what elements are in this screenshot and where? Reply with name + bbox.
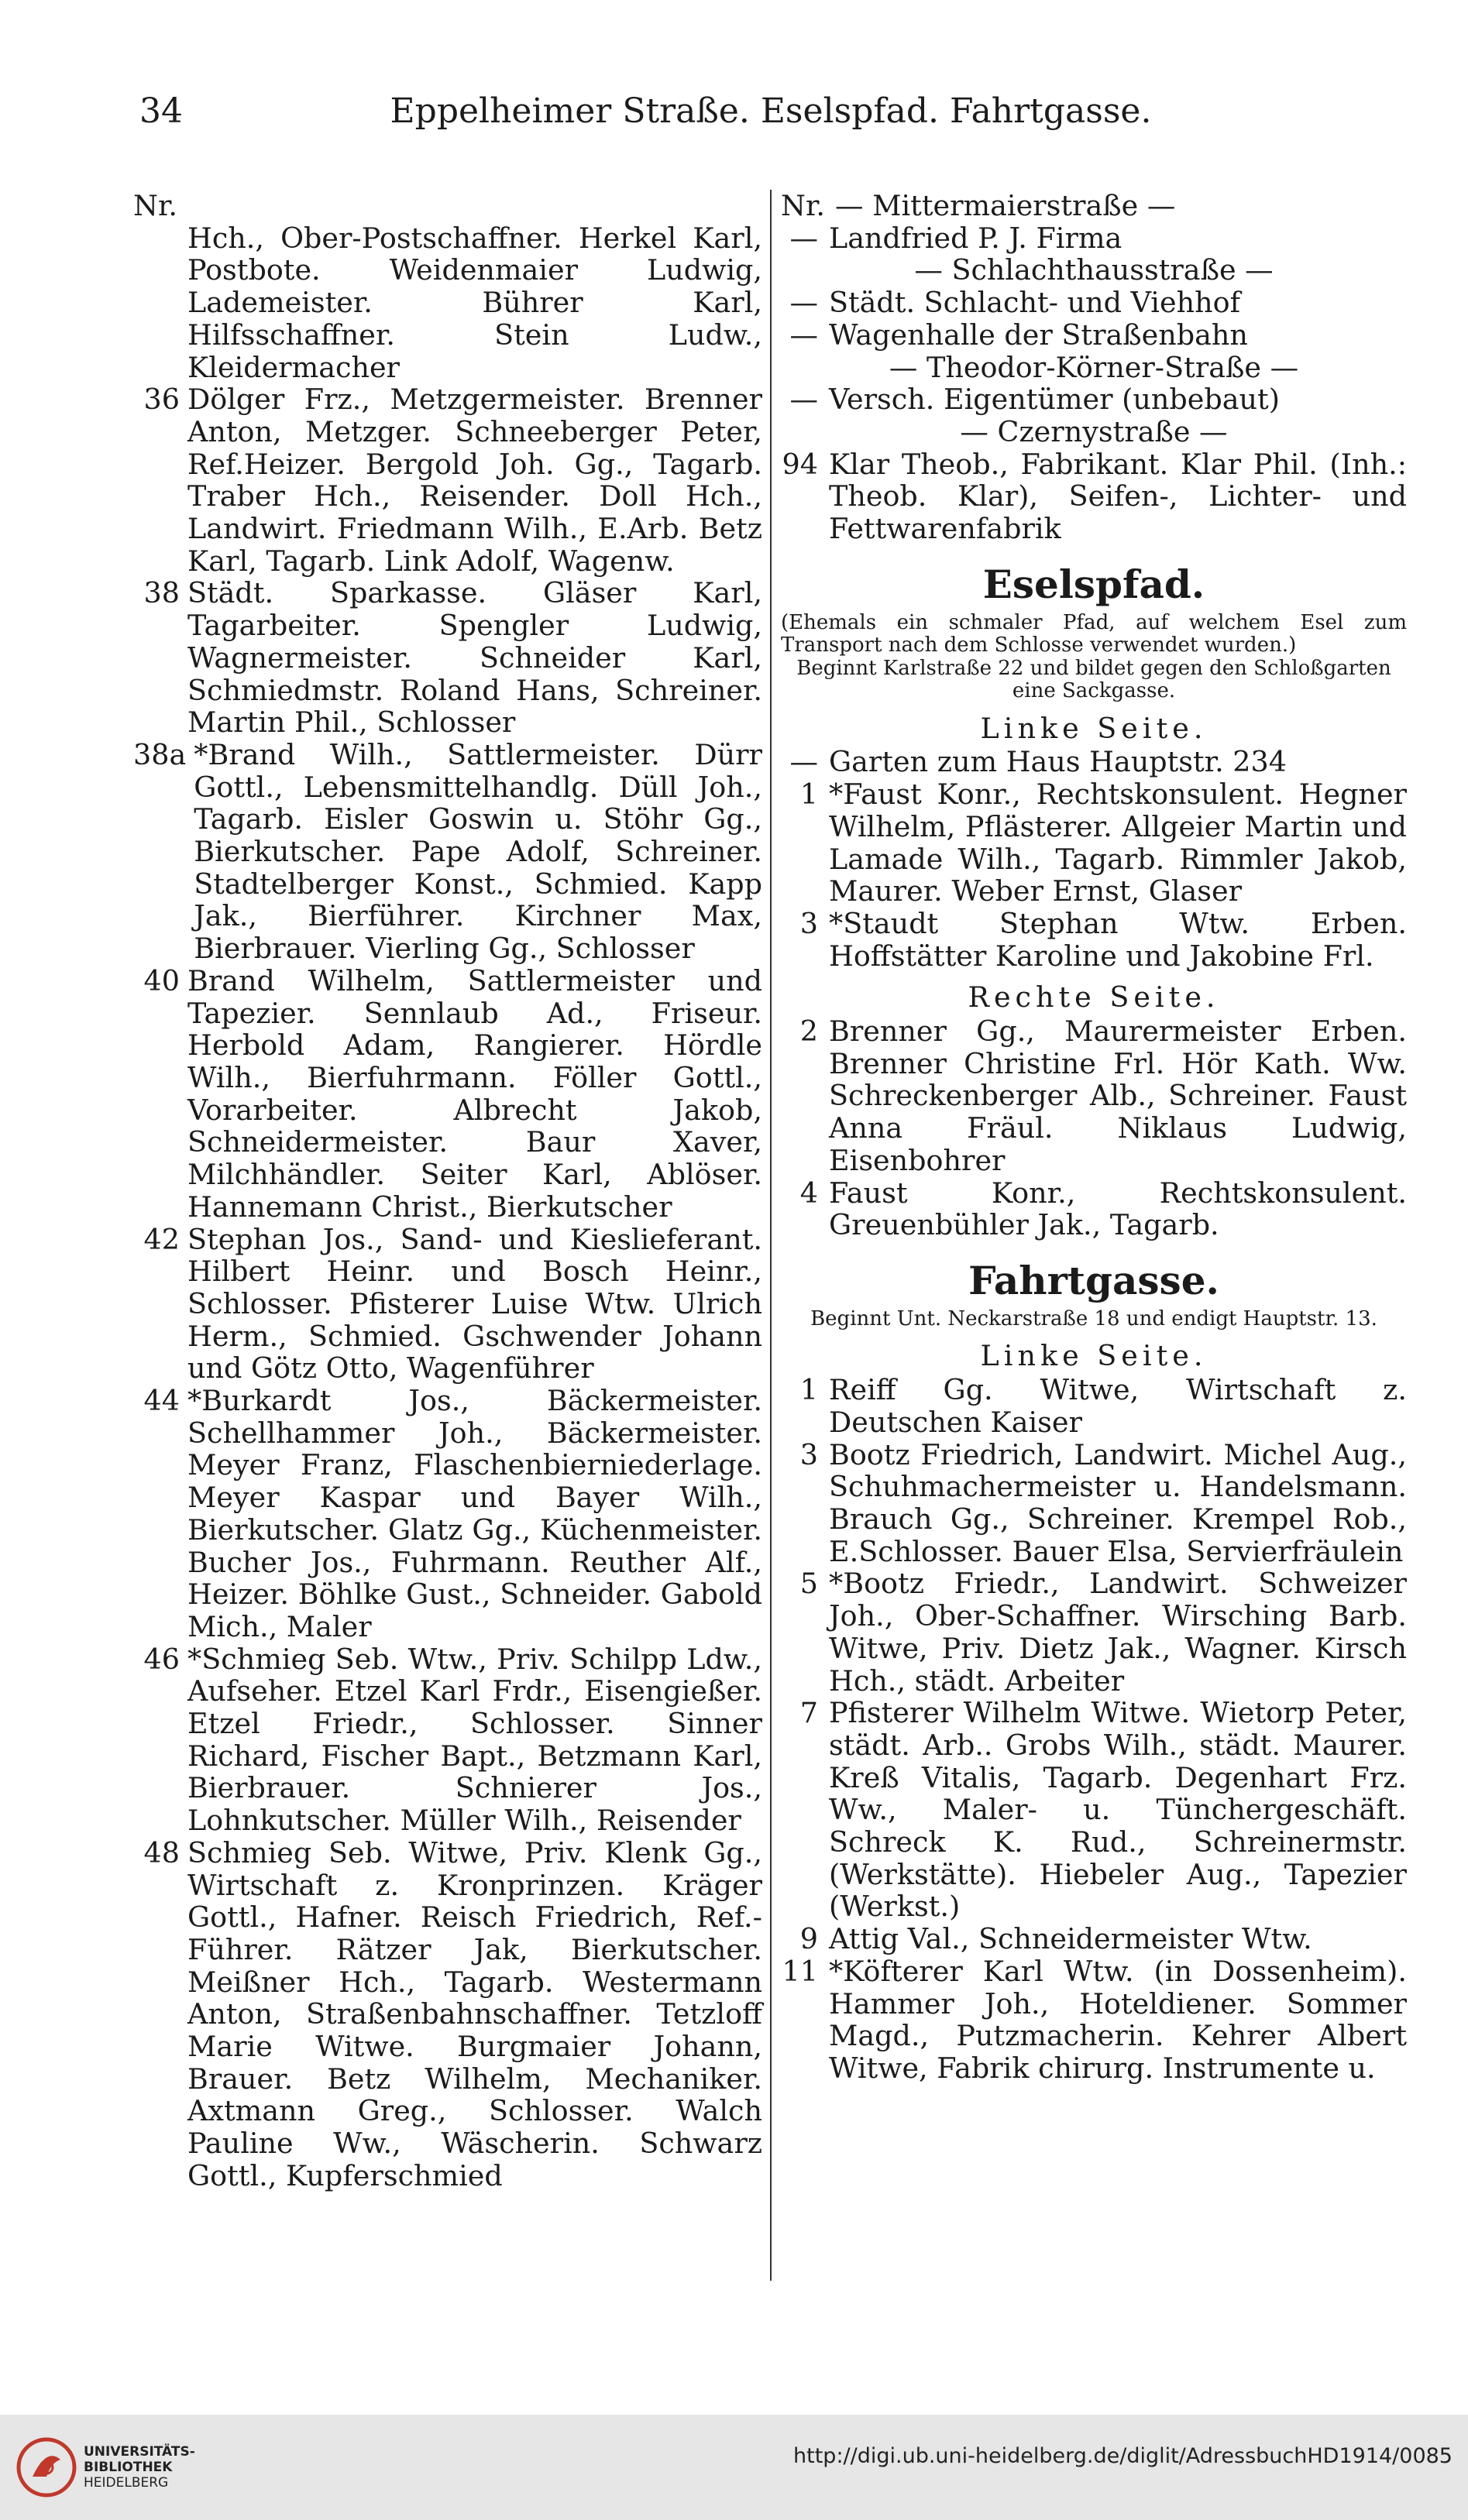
library-logo[interactable] [15, 2430, 194, 2505]
address-entry [133, 739, 762, 965]
entry-text: *Burkardt Jos., Bäckermeister. Schellhammer Joh., Bäckermeister. Meyer Franz, Flaschenbierniederlage. Meyer Kaspar und Bayer Wilh., Bierkutscher. Glatz Gg., Küchenmeister. Bucher Jos., Fuhrmann. Reuther Alf., Heizer. Böhlke Gust., Schneider. Gabold Mich., Maler [187, 1384, 762, 1643]
street-heading: Eselspfad. [982, 561, 1205, 607]
logo-line: HEIDELBERG [84, 2475, 169, 2491]
entry-text: Klar Theob., Fabrikant. Klar Phil. (Inh.: Theob. Klar), Seifen-, Lichter- und Fettwarenfabrik [829, 447, 1407, 546]
house-number: 11 [782, 1954, 818, 1988]
entry-text: Reiff Gg. Witwe, Wirtschaft z. Deutschen Kaiser [829, 1373, 1407, 1439]
entry-text: Dölger Frz., Metzgermeister. Brenner Anton, Metzger. Schneeberger Peter, Ref.Heizer. Bergold Joh. Gg., Tagarb. Traber Hch., Reisender. Doll Hch., Landwirt. Friedmann Wilh., E.Arb. Betz Karl, Tagarb. Link Adolf, Wagenw. [187, 383, 762, 578]
house-number: 44 [143, 1384, 180, 1418]
entry-text: *Köfterer Karl Wtw. (in Dossenheim). Hammer Joh., Hoteldiener. Sommer Magd., Putzmacherin. Kehrer Albert Witwe, Fabrik chirurg. Instrumente u. [829, 1954, 1407, 2085]
street-heading: Fahrtgasse. [968, 1257, 1219, 1303]
entry-text: Attig Val., Schneidermeister Wtw. [829, 1922, 1312, 1956]
entry-text: *Brand Wilh., Sattlermeister. Dürr Gottl., Lebensmittelhandlg. Düll Joh., Tagarb. Eisler Goswin u. Stöhr Gg., Bierkutscher. Pape Adolf, Schreiner. Stadtelberger Konst., Schmied. Kapp Jak., Bierführer. Kirchner Max, Bierbrauer. Vierling Gg., Schlosser [194, 737, 762, 966]
column-divider [770, 190, 772, 2281]
logo-line: UNIVERSITÄTS- [84, 2444, 195, 2460]
house-number: — [789, 286, 818, 320]
address-entry [133, 222, 762, 384]
cross-street-divider: — Theodor-Körner-Straße — [889, 350, 1299, 384]
entry-text: Brenner Gg., Maurermeister Erben. Brenner Christine Frl. Hör Kath. Ww. Schreckenberger Alb., Schreiner. Faust Anna Fräul. Niklaus Ludwig, Eisenbohrer [829, 1015, 1407, 1177]
house-number: 4 [799, 1176, 818, 1210]
house-number: Nr. [781, 189, 825, 222]
library-seal-icon [15, 2436, 77, 2498]
street-note: Beginnt Unt. Neckarstraße 18 und endigt Hauptstr. 13. [810, 1306, 1377, 1330]
address-entry [781, 1955, 1407, 2085]
house-number: 40 [143, 963, 180, 997]
address-entry [781, 222, 1407, 255]
entry-text: Stephan Jos., Sand- und Kieslieferant. Hilbert Heinr. und Bosch Heinr., Schlosser. Pfisterer Luise Wtw. Ulrich Herm., Schmied. Gschwender Johann und Götz Otto, Wagenführer [187, 1222, 762, 1385]
cross-street-divider: — Schlachthausstraße — [914, 253, 1274, 287]
library-name [84, 2444, 195, 2491]
entry-text: Versch. Eigentümer (unbebaut) [829, 383, 1280, 417]
house-number: 46 [143, 1642, 180, 1676]
street-side-label: Rechte Seite. [968, 980, 1220, 1015]
house-number: 2 [799, 1015, 818, 1049]
address-entry [133, 1224, 762, 1385]
street-side-label: Linke Seite. [980, 711, 1208, 745]
address-entry [781, 319, 1407, 352]
entry-text: *Schmieg Seb. Wtw., Priv. Schilpp Ldw., Aufseher. Etzel Karl Frdr., Eisengießer. Etzel Friedr., Schlosser. Sinner Richard, Fischer Bapt., Betzmann Karl, Bierbrauer. Schnierer Jos., Lohnkutscher. Müller Wilh., Reisender [187, 1642, 762, 1838]
address-entry [781, 383, 1407, 416]
entry-text: *Faust Konr., Rechtskonsulent. Hegner Wilhelm, Pflästerer. Allgeier Martin und Lamade Wilh., Tagarb. Rimmler Jakob, Maurer. Weber Ernst, Glaser [829, 778, 1407, 908]
address-entry [781, 1697, 1407, 1923]
entry-text: — Mittermaierstraße — [835, 189, 1176, 222]
entry-text: Landfried P. J. Firma [829, 221, 1122, 255]
footer-bar [0, 2415, 1468, 2520]
address-entry [133, 1643, 762, 1837]
address-entry [781, 778, 1407, 908]
address-entry [781, 908, 1407, 972]
entry-text: Städt. Sparkasse. Gläser Karl, Tagarbeiter. Spengler Ludwig, Wagnermeister. Schneider Karl, Schmiedmstr. Roland Hans, Schreiner. Martin Phil., Schlosser [187, 576, 762, 740]
house-number: — [789, 383, 818, 417]
address-entry [133, 1837, 762, 2192]
house-number: — [789, 318, 818, 352]
house-number: 48 [143, 1835, 180, 1869]
house-number: 7 [799, 1696, 818, 1730]
entry-text: Faust Konr., Rechtskonsulent. Greuenbühler Jak., Tagarb. [829, 1176, 1407, 1242]
street-note: Beginnt Karlstraße 22 und bildet gegen den Schloßgarten eine Sackgasse. [796, 656, 1391, 703]
address-entry [781, 448, 1407, 545]
address-entry [781, 1015, 1407, 1177]
address-entry [781, 1923, 1407, 1955]
house-number: 9 [799, 1922, 818, 1956]
entry-text: Bootz Friedrich, Landwirt. Michel Aug., Schuhmachermeister u. Handelsmann. Brauch Gg., Schreiner. Krempel Rob., E.Schlosser. Bauer Elsa, Servierfräulein [829, 1437, 1407, 1568]
entry-text: Städt. Schlacht- und Viehhof [829, 286, 1241, 320]
running-title: Eppelheimer Straße. Eselspfad. Fahrtgasse. [390, 91, 1152, 131]
page-number: 34 [139, 91, 183, 131]
left-column [133, 190, 762, 2192]
address-entry [781, 1177, 1407, 1241]
house-number: 36 [143, 383, 180, 417]
house-number: 3 [799, 1437, 818, 1471]
house-number [133, 222, 187, 384]
entry-text: Brand Wilhelm, Sattlermeister und Tapezier. Sennlaub Ad., Friseur. Herbold Adam, Rangierer. Hördle Wilh., Bierfuhrmann. Föller Gottl., Vorarbeiter. Albrecht Jakob, Schneidermeister. Baur Xaver, Milchhändler. Seiter Karl, Ablöser. Hannemann Christ., Bierkutscher [187, 963, 762, 1224]
address-entry [781, 1374, 1407, 1438]
street-note: (Ehemals ein schmaler Pfad, auf welchem Esel zum Transport nach dem Schlosse verwendet wurden.) [781, 610, 1407, 657]
entry-text: Schmieg Seb. Witwe, Priv. Klenk Gg., Wirtschaft z. Kronprinzen. Kräger Gottl., Hafner. Reisch Friedrich, Ref.-Führer. Rätzer Jak, Bierkutscher. Meißner Hch., Tagarb. Westermann Anton, Straßenbahnschaffner. Tetzloff Marie Witwe. Burgmaier Johann, Brauer. Betz Wilhelm, Mechaniker. Axtmann Greg., Schlosser. Walch Pauline Ww., Wäscherin. Schwarz Gottl., Kupferschmied [187, 1835, 762, 2192]
address-entry [781, 287, 1407, 319]
entry-text: Wagenhalle der Straßenbahn [829, 318, 1248, 352]
entry-text: *Bootz Friedr., Landwirt. Schweizer Joh., Ober-Schaffner. Wirsching Barb. Witwe, Priv. Dietz Jak., Wagner. Kirsch Hch., städt. Arbeiter [829, 1567, 1407, 1698]
address-entry [781, 1567, 1407, 1697]
house-number: 5 [799, 1567, 818, 1601]
house-number: 38a [133, 737, 187, 771]
page-header [139, 91, 1402, 146]
house-number: 94 [782, 447, 818, 481]
house-number: Nr. [133, 189, 177, 222]
source-url-link[interactable]: http://digi.ub.uni-heidelberg.de/diglit/AdressbuchHD1914/0085 [793, 2444, 1453, 2468]
house-number: 1 [799, 1373, 818, 1407]
cross-street-divider: — Czernystraße — [960, 414, 1228, 448]
right-column [781, 190, 1407, 2085]
house-number: — [789, 221, 818, 255]
address-entry [781, 746, 1407, 778]
logo-line: BIBLIOTHEK [84, 2460, 173, 2475]
address-entry [133, 1385, 762, 1643]
house-number: — [789, 745, 818, 779]
entry-text: Garten zum Haus Hauptstr. 234 [829, 745, 1287, 779]
entry-text: Pfisterer Wilhelm Witwe. Wietorp Peter, städt. Arb.. Grobs Wilh., städt. Maurer. Kreß Vitalis, Tagarb. Degenhart Frz. Ww., Maler- u. Tünchergeschäft. Schreck K. Rud., Schreinermstr. (Werkstätte). Hiebeler Aug., Tapezier (Werkst.) [829, 1696, 1407, 1924]
street-side-label: Linke Seite. [980, 1339, 1208, 1373]
house-number: 1 [799, 778, 818, 812]
address-entry [133, 577, 762, 739]
entry-text: *Staudt Stephan Wtw. Erben. Hoffstätter Karoline und Jakobine Frl. [829, 906, 1407, 973]
address-entry [781, 1439, 1407, 1568]
column-heading [781, 190, 1407, 222]
column-heading [133, 190, 762, 222]
address-entry [133, 383, 762, 577]
address-entry [133, 965, 762, 1224]
house-number: 42 [143, 1222, 180, 1256]
entry-text: Hch., Ober-Postschaffner. Herkel Karl, Postbote. Weidenmaier Ludwig, Lademeister. Bührer Karl, Hilfsschaffner. Stein Ludw., Kleidermacher [187, 221, 762, 384]
house-number: 38 [143, 576, 180, 610]
house-number: 3 [799, 906, 818, 940]
